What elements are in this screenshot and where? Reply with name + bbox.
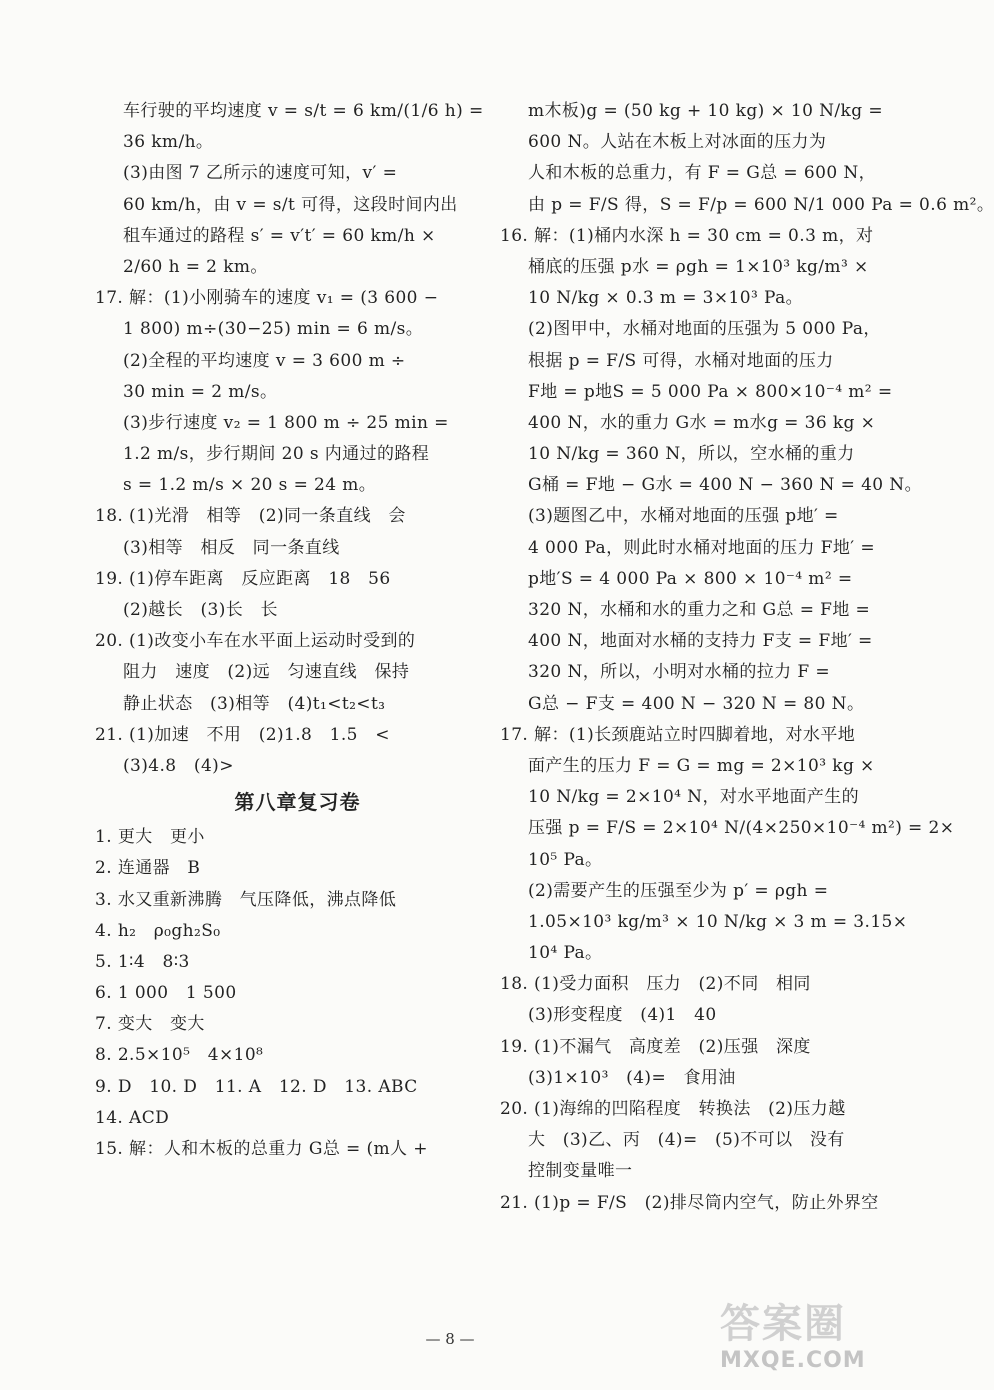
- text-line: 19. (1)不漏气 高度差 (2)压强 深度: [500, 1036, 811, 1057]
- text-line: 60 km/h，由 v = s/t 可得，这段时间内出: [123, 194, 458, 215]
- text-line: 1 800) m÷(30−25) min = 6 m/s。: [123, 319, 424, 340]
- text-line: G总 − F支 = 400 N − 320 N = 80 N。: [528, 693, 865, 714]
- text-line: 20. (1)海绵的凹陷程度 转换法 (2)压力越: [500, 1099, 846, 1119]
- text-line: 大 (3)乙、丙 (4)= (5)不可以 没有: [528, 1130, 845, 1151]
- text-line: 9. D 10. D 11. A 12. D 13. ABC: [95, 1076, 418, 1097]
- text-line: 36 km/h。: [123, 132, 214, 153]
- text-line: 车行驶的平均速度 v = s/t = 6 km/(1/6 h) =: [123, 101, 484, 121]
- text-line: 4. h₂ ρ₀gh₂S₀: [95, 920, 221, 941]
- text-line: 17. 解：(1)长颈鹿站立时四脚着地，对水平地: [500, 724, 856, 745]
- text-line: (3)4.8 (4)>: [123, 755, 234, 776]
- text-line: (3)题图乙中，水桶对地面的压强 p地′ =: [528, 506, 839, 527]
- text-line: 人和木板的总重力，有 F = G总 = 600 N，: [528, 163, 877, 184]
- text-line: s = 1.2 m/s × 20 s = 24 m。: [123, 475, 377, 496]
- text-line: 17. 解：(1)小刚骑车的速度 v₁ = (3 600 −: [95, 288, 439, 309]
- text-line: (2)全程的平均速度 v = 3 600 m ÷: [123, 350, 406, 371]
- text-line: 20. (1)改变小车在水平面上运动时受到的: [95, 631, 416, 652]
- text-line: 1.2 m/s，步行期间 20 s 内通过的路程: [123, 444, 430, 465]
- text-line: 6. 1 000 1 500: [95, 983, 237, 1004]
- left-column: [95, 96, 484, 1165]
- text-line: (2)图甲中，水桶对地面的压强为 5 000 Pa，: [528, 319, 881, 340]
- text-line: 14. ACD: [95, 1107, 170, 1128]
- text-line: 7. 变大 变大: [95, 1014, 205, 1035]
- text-line: 600 N。人站在木板上对冰面的压力为: [528, 132, 827, 153]
- text-line: 面产生的压力 F = G = mg = 2×10³ kg ×: [528, 755, 875, 776]
- text-line: (3)形变程度 (4)1 40: [528, 1005, 717, 1026]
- text-line: 19. (1)停车距离 反应距离 18 56: [95, 568, 391, 589]
- text-line: 10⁵ Pa。: [528, 849, 603, 870]
- text-line: 16. 解：(1)桶内水深 h = 30 cm = 0.3 m，对: [500, 225, 874, 246]
- text-line: (3)相等 相反 同一条直线: [123, 537, 340, 558]
- watermark-text: 答案圈: [720, 1301, 846, 1347]
- page-number: — 8 —: [425, 1330, 475, 1348]
- text-line: 控制变量唯一: [528, 1161, 633, 1182]
- text-line: 阻力 速度 (2)远 匀速直线 保持: [123, 662, 410, 683]
- text-line: (2)需要产生的压强至少为 p′ = ρgh =: [528, 880, 829, 901]
- text-line: 2/60 h = 2 km。: [123, 256, 268, 277]
- text-line: 320 N，所以，小明对水桶的拉力 F =: [528, 662, 830, 683]
- text-line: F地 = p地S = 5 000 Pa × 800×10⁻⁴ m² =: [528, 381, 893, 402]
- text-line: 2. 连通器 B: [95, 858, 201, 879]
- text-line: 4 000 Pa，则此时水桶对地面的压力 F地′ =: [528, 537, 875, 558]
- watermark-url: MXQE.COM: [720, 1348, 866, 1373]
- text-line: (3)步行速度 v₂ = 1 800 m ÷ 25 min =: [123, 412, 449, 433]
- text-line: 18. (1)受力面积 压力 (2)不同 相同: [500, 974, 811, 995]
- text-line: 租车通过的路程 s′ = v′t′ = 60 km/h ×: [123, 225, 436, 246]
- right-column: [500, 96, 994, 1219]
- text-line: 由 p = F/S 得，S = F/p = 600 N/1 000 Pa = 0.6 m²。: [528, 194, 994, 215]
- text-line: m木板)g = (50 kg + 10 kg) × 10 N/kg =: [528, 101, 883, 121]
- text-line: (3)1×10³ (4)= 食用油: [528, 1067, 736, 1088]
- text-line: 8. 2.5×10⁵ 4×10⁸: [95, 1045, 264, 1066]
- text-line: 400 N，地面对水桶的支持力 F支 = F地′ =: [528, 631, 873, 652]
- text-line: p地′S = 4 000 Pa × 800 × 10⁻⁴ m² =: [528, 568, 853, 589]
- text-line: 320 N，水桶和水的重力之和 G总 = F地 =: [528, 600, 871, 620]
- chapter-title: 第八章复习卷: [234, 790, 361, 815]
- text-line: 400 N，水的重力 G水 = m水g = 36 kg ×: [528, 412, 876, 433]
- text-line: 压强 p = F/S = 2×10⁴ N/(4×250×10⁻⁴ m²) = 2×: [528, 818, 955, 839]
- text-line: 3. 水又重新沸腾 气压降低，沸点降低: [95, 889, 397, 910]
- text-line: 18. (1)光滑 相等 (2)同一条直线 会: [95, 506, 406, 527]
- text-line: 1. 更大 更小: [95, 827, 205, 848]
- text-line: 10 N/kg = 360 N，所以，空水桶的重力: [528, 444, 855, 465]
- watermark-logo: [720, 1300, 900, 1390]
- text-line: G桶 = F地 − G水 = 400 N − 360 N = 40 N。: [528, 475, 922, 496]
- text-line: 10 N/kg = 2×10⁴ N，对水平地面产生的: [528, 787, 860, 808]
- text-line: 10⁴ Pa。: [528, 943, 603, 964]
- text-line: 30 min = 2 m/s。: [123, 381, 278, 402]
- text-line: 桶底的压强 p水 = ρgh = 1×10³ kg/m³ ×: [528, 256, 869, 277]
- text-line: 根据 p = F/S 可得，水桶对地面的压力: [528, 350, 834, 371]
- text-line: 静止状态 (3)相等 (4)t₁<t₂<t₃: [123, 693, 386, 714]
- text-line: 1.05×10³ kg/m³ × 10 N/kg × 3 m = 3.15×: [528, 911, 908, 932]
- text-line: 21. (1)加速 不用 (2)1.8 1.5 <: [95, 724, 390, 745]
- text-line: 21. (1)p = F/S (2)排尽筒内空气，防止外界空: [500, 1192, 879, 1213]
- text-line: (3)由图 7 乙所示的速度可知，v′ =: [123, 163, 398, 184]
- text-line: 15. 解：人和木板的总重力 G总 = (m人 +: [95, 1139, 428, 1159]
- text-line: (2)越长 (3)长 长: [123, 600, 278, 620]
- text-line: 10 N/kg × 0.3 m = 3×10³ Pa。: [528, 288, 804, 309]
- text-line: 5. 1∶4 8∶3: [95, 951, 190, 972]
